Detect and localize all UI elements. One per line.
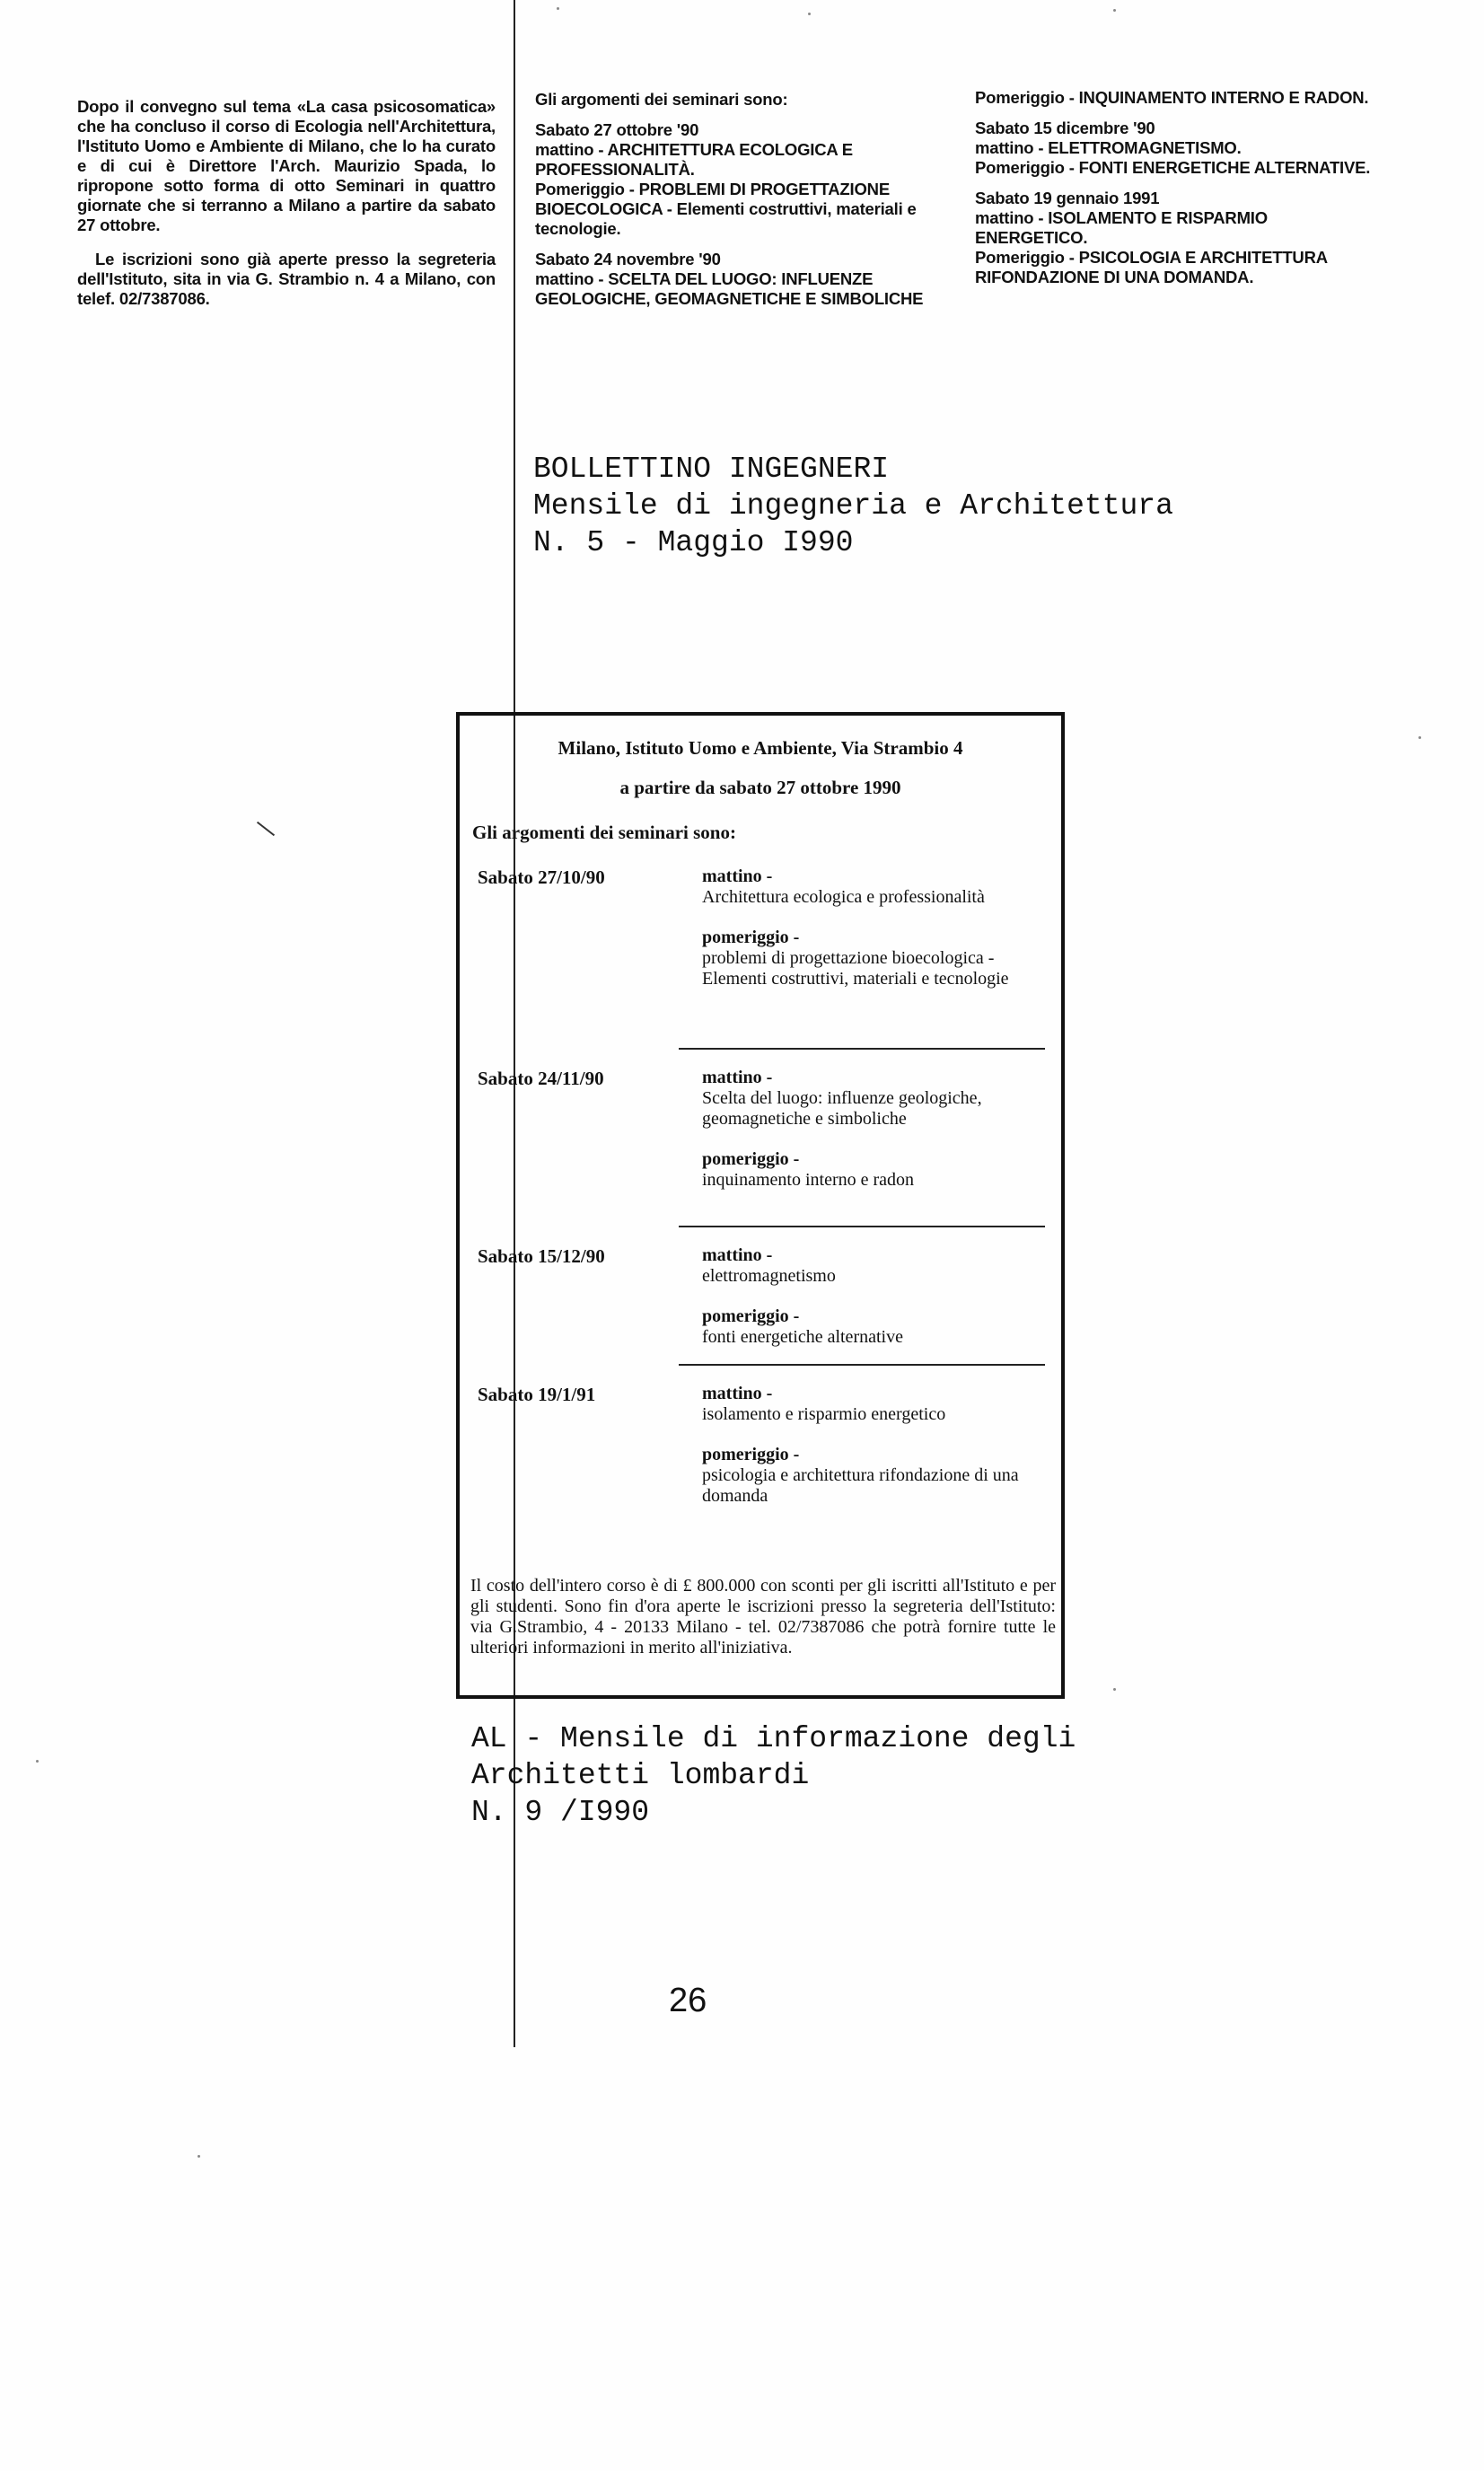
scan-speck xyxy=(1113,9,1116,12)
seminar-intro: Gli argomenti dei seminari sono: xyxy=(535,90,788,109)
afternoon-topic: fonti energetiche alternative xyxy=(702,1327,903,1347)
session-date: Sabato 19/1/91 xyxy=(478,1384,596,1405)
morning-label: mattino - xyxy=(702,1384,773,1403)
article-right-column xyxy=(975,88,1379,287)
session-divider xyxy=(679,1048,1045,1050)
box-footer-pricing: Il costo dell'intero corso è di £ 800.000 con sconti per gli iscritti all'Istituto e per gli studenti. Sono fin d'ora aperte le iscrizioni presso la segreteria dell'Istituto: via G.Strambio, 4 - 20133 Milano - tel. 02/7387086 che potrà fornire tutte le ulteriori informazioni in merito all'iniziativa. xyxy=(470,1576,1056,1658)
morning-label: mattino - xyxy=(702,1068,773,1087)
box-header-location: Milano, Istituto Uomo e Ambiente, Via Strambio 4 xyxy=(558,737,963,759)
afternoon-label: pomeriggio - xyxy=(702,1306,800,1326)
citation-line: BOLLETTINO INGEGNERI xyxy=(533,453,890,486)
afternoon-topic: psicologia e architettura rifondazione di una domanda xyxy=(702,1465,1019,1506)
morning-label: mattino - xyxy=(702,866,773,886)
afternoon-label: pomeriggio - xyxy=(702,928,800,947)
afternoon-slot xyxy=(702,928,1052,989)
afternoon-slot xyxy=(702,1445,1052,1507)
seminar-2-afternoon: Pomeriggio - INQUINAMENTO INTERNO E RADON. xyxy=(975,88,1369,107)
seminar-1-afternoon: Pomeriggio - PROBLEMI DI PROGETTAZIONE BIOECOLOGICA - Elementi costruttivi, materiali e tecnologie. xyxy=(535,180,917,238)
article-paragraph-2: Le iscrizioni sono già aperte presso la segreteria dell'Istituto, sita in via G. Strambio n. 4 a Milano, con telef. 02/7387086. xyxy=(77,250,496,308)
page-number: 26 xyxy=(669,1982,707,2019)
morning-label: mattino - xyxy=(702,1245,773,1265)
morning-topic: Architettura ecologica e professionalità xyxy=(702,887,985,907)
afternoon-label: pomeriggio - xyxy=(702,1445,800,1464)
citation-line: Mensile di ingegneria e Architettura xyxy=(533,489,1173,523)
source-citation-bollettino xyxy=(533,451,1173,561)
scan-speck xyxy=(1418,736,1421,739)
source-citation-al xyxy=(471,1720,1076,1831)
stray-mark xyxy=(257,822,275,836)
afternoon-label: pomeriggio - xyxy=(702,1149,800,1169)
citation-line: N. 5 - Maggio I990 xyxy=(533,526,854,559)
seminar-2-morning: mattino - SCELTA DEL LUOGO: INFLUENZE GEOLOGICHE, GEOMAGNETICHE E SIMBOLICHE xyxy=(535,269,924,308)
afternoon-slot xyxy=(702,1149,1052,1191)
seminar-3-morning: mattino - ELETTROMAGNETISMO. xyxy=(975,138,1242,157)
session-divider xyxy=(679,1226,1045,1227)
citation-line: Architetti lombardi xyxy=(471,1759,810,1792)
morning-slot xyxy=(702,1068,1052,1130)
morning-slot xyxy=(702,866,1052,908)
seminar-4-morning: mattino - ISOLAMENTO E RISPARMIO ENERGETICO. xyxy=(975,208,1268,247)
seminar-1-morning: mattino - ARCHITETTURA ECOLOGICA E PROFESSIONALITÀ. xyxy=(535,140,853,179)
scan-speck xyxy=(36,1760,39,1763)
morning-topic: Scelta del luogo: influenze geologiche, geomagnetiche e simboliche xyxy=(702,1088,982,1129)
article-middle-column xyxy=(535,90,939,309)
seminar-4-date: Sabato 19 gennaio 1991 xyxy=(975,189,1160,207)
seminar-2-date: Sabato 24 novembre '90 xyxy=(535,250,721,268)
citation-line: N. 9 /I990 xyxy=(471,1796,650,1829)
scan-speck xyxy=(1113,1688,1116,1691)
afternoon-slot xyxy=(702,1306,1052,1348)
morning-slot xyxy=(702,1384,1052,1425)
scan-speck xyxy=(557,7,559,10)
scan-speck xyxy=(808,13,811,15)
citation-line: AL - Mensile di informazione degli xyxy=(471,1722,1076,1755)
article-left-column xyxy=(77,97,496,320)
article-paragraph-1: Dopo il convegno sul tema «La casa psicosomatica» che ha concluso il corso di Ecologia nell'Architettura, l'Istituto Uomo e Ambiente di Milano, che lo ha curato e di cui è Direttore l'Arch. Maurizio Spada, lo ripropone sotto forma di otto Seminari in quattro giornate che si terranno a Milano a partire da sabato 27 ottobre. xyxy=(77,97,496,234)
seminar-3-date: Sabato 15 dicembre '90 xyxy=(975,119,1155,137)
morning-slot xyxy=(702,1245,1052,1287)
afternoon-topic: problemi di progettazione bioecologica - Elementi costruttivi, materiali e tecnologie xyxy=(702,948,1009,989)
seminar-4-afternoon: Pomeriggio - PSICOLOGIA E ARCHITETTURA RIFONDAZIONE DI UNA DOMANDA. xyxy=(975,248,1328,286)
seminar-announcement-box xyxy=(456,712,1065,1699)
session-divider xyxy=(679,1364,1045,1366)
morning-topic: isolamento e risparmio energetico xyxy=(702,1404,946,1424)
session-date: Sabato 27/10/90 xyxy=(478,866,605,888)
seminar-1-date: Sabato 27 ottobre '90 xyxy=(535,120,699,139)
afternoon-topic: inquinamento interno e radon xyxy=(702,1170,915,1190)
morning-topic: elettromagnetismo xyxy=(702,1266,836,1286)
box-header xyxy=(460,728,1061,807)
seminar-3-afternoon: Pomeriggio - FONTI ENERGETICHE ALTERNATIVE. xyxy=(975,158,1371,177)
box-intro: Gli argomenti dei seminari sono: xyxy=(472,822,736,843)
session-date: Sabato 15/12/90 xyxy=(478,1245,605,1267)
session-date: Sabato 24/11/90 xyxy=(478,1068,604,1089)
box-header-start: a partire da sabato 27 ottobre 1990 xyxy=(619,777,901,798)
scan-speck xyxy=(198,2155,200,2158)
